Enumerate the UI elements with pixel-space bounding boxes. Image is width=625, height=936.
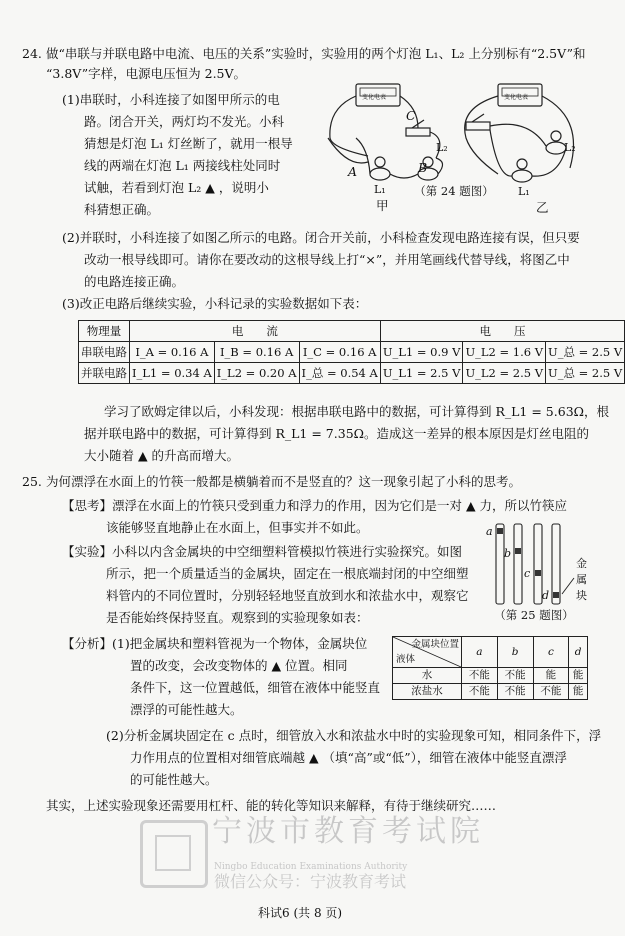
q24-figure (308, 78, 596, 224)
table-cell: 并联电路 (79, 363, 130, 384)
q24-part3: (3)改正电路后继续实验，小科记录的实验数据如下表： (62, 296, 368, 311)
metal-block-label: 金属块 (576, 557, 587, 602)
q25-think-line: 该能够竖直地静止在水面上，但事实并不如此。 (106, 520, 369, 535)
q24-p1-line: 猜想是灯泡 L₁ 灯丝断了，就用一根导 (84, 136, 293, 151)
q25-figure (478, 518, 598, 626)
q24-p1-line: 科猜想正确。 (84, 202, 160, 217)
watermark-text-cn: 宁波市教育考试院 (212, 814, 484, 849)
q25-analysis1-line: 条件下，这一位置越低，细管在液体中能竖直 (130, 680, 381, 695)
q25-analysis2-line: 的可能性越大。 (130, 772, 218, 787)
q24-intro-line-2: “3.8V”字样，电源电压恒为 2.5V。 (46, 66, 247, 81)
table-row (393, 668, 588, 684)
table-cell: U_总 = 2.5 V (546, 363, 625, 384)
q24-p1-line: 试触，若看到灯泡 L₂ ▲ ，说明小 (84, 180, 269, 195)
table-header-cell: 电 流 (130, 321, 381, 342)
table-cell: U_L2 = 2.5 V (463, 363, 546, 384)
label-C: C (406, 108, 416, 123)
bulb-L1-icon (517, 159, 527, 169)
q24-conclusion-line: 大小随着 ▲ 的升高而增大。 (84, 448, 240, 463)
table-cell: U_L2 = 1.6 V (463, 342, 546, 363)
q25-think-line: 【思考】漂浮在水面上的竹筷只受到重力和浮力的作用，因为它们是一对 ▲ 力，所以竹筷应 (62, 498, 568, 513)
subfigure-label-a: 甲 (376, 198, 389, 213)
q25-analysis1-line: 漂浮的可能性越大。 (130, 702, 243, 717)
q25-analysis1-line: 【分析】(1)把金属块和塑料管视为一个物体，金属块位 (62, 636, 368, 651)
q24-caption: （第 24 题图） (414, 184, 494, 198)
label-L2: L₂ (436, 141, 448, 154)
point-d: d (542, 589, 550, 602)
watermark-text-en: Ningbo Education Examinations Authority (214, 862, 408, 872)
table-header-cell: a (462, 637, 498, 668)
table-cell: 不能 (497, 668, 533, 684)
tube-a (496, 524, 504, 604)
corner-top-label: 金属块位置 (411, 639, 459, 650)
q25-intro: 为何漂浮在水面上的竹筷一般都是横躺着而不是竖直的？这一现象引起了小科的思考。 (46, 474, 522, 489)
q24-circuit-diagrams (308, 78, 596, 224)
metal-block-d (553, 592, 559, 598)
table-cell: I_总 = 0.54 A (299, 363, 380, 384)
q24-p2-line: 改动一根导线即可。请你在要改动的这根导线上打“×”，并用笔画线代替导线，将图乙中 (84, 252, 570, 267)
point-b: b (504, 547, 512, 560)
q24-conclusion-line: 学习了欧姆定律以后，小科发现：根据串联电路中的数据，可计算得到 R_L1 = 5.63Ω，根 (104, 404, 610, 419)
table-cell: I_C = 0.16 A (299, 342, 380, 363)
table-header-cell: c (533, 637, 569, 668)
table-header-cell: 电 压 (380, 321, 624, 342)
table-row (79, 342, 625, 363)
table-cell: 能 (533, 668, 569, 684)
q24-p1-line: 路。闭合开关，两灯均不发光。小科 (84, 114, 285, 129)
q25-observation-table (392, 636, 588, 700)
q24-p1-line: (1)串联时，小科连接了如图甲所示的电 (62, 92, 280, 107)
corner-bottom-label: 液体 (396, 654, 416, 665)
table-cell: I_A = 0.16 A (130, 342, 215, 363)
label-L2: L₂ (564, 141, 576, 154)
q25-exp-line: 是否能始终保持竖直。观察到的实验现象如表： (106, 610, 369, 625)
q24-p1-line: 线的两端在灯泡 L₁ 两接线柱处同时 (84, 158, 281, 173)
point-a: a (486, 525, 493, 538)
meter-label: 变化电表 (504, 94, 529, 101)
q25-exp-line: 料管内的不同位置时，分别轻轻地竖直放到水和浓盐水中，观察它 (106, 588, 469, 603)
table-header-row (393, 637, 588, 668)
point-c: c (524, 567, 531, 580)
table-cell: U_总 = 2.5 V (546, 342, 625, 363)
table-cell: 水 (393, 668, 462, 684)
q25-analysis1-line: 置的改变，会改变物体的 ▲ 位置。相同 (130, 658, 348, 673)
table-cell: I_B = 0.16 A (214, 342, 299, 363)
table-cell: U_L1 = 0.9 V (380, 342, 463, 363)
table-cell: I_L1 = 0.34 A (130, 363, 215, 384)
q25-analysis2-line: 力作用点的位置相对细管底端越 ▲ （填“高”或“低”），细管在液体中能竖直漂浮 (130, 750, 567, 765)
q25-exp-line: 所示，把一个质量适当的金属块，固定在一根底端封闭的中空细塑 (106, 566, 469, 581)
table-corner-cell (393, 637, 462, 668)
bulb-L1-icon (375, 157, 385, 167)
bulb-L2-icon (551, 131, 561, 141)
q25-caption: （第 25 题图） (494, 608, 574, 622)
label-L1: L₁ (374, 183, 386, 196)
label-B: B (418, 160, 428, 175)
table-cell: U_L1 = 2.5 V (380, 363, 463, 384)
table-cell: 浓盐水 (393, 684, 462, 700)
q24-p2-line: 的电路连接正确。 (84, 274, 185, 289)
q25-closing: 其实，上述实验现象还需要用杠杆、能的转化等知识来解释，有待于继续研究…… (46, 798, 497, 813)
table-cell: 串联电路 (79, 342, 130, 363)
table-cell: 能 (569, 684, 588, 700)
watermark-text-wechat: 微信公众号：宁波教育考试 (214, 872, 407, 891)
table-header-cell: b (497, 637, 533, 668)
meter-label: 变化电表 (362, 94, 387, 101)
table-header-cell: d (569, 637, 588, 668)
table-cell: 不能 (462, 668, 498, 684)
metal-block-a (497, 528, 503, 534)
label-L1: L₁ (518, 185, 530, 198)
table-row (393, 684, 588, 700)
table-header-row (79, 321, 625, 342)
q24-number: 24. (22, 46, 42, 61)
switch-icon (406, 128, 430, 136)
q24-intro-line-1: 做“串联与并联电路中电流、电压的关系”实验时，实验用的两个灯泡 L₁、L₂ 上分别标有“2.5V”和 (46, 46, 586, 61)
q25-number: 25. (22, 474, 42, 489)
page-footer: 科试6 (共 8 页) (258, 906, 343, 920)
table-cell: 不能 (497, 684, 533, 700)
q25-exp-line: 【实验】小科以内含金属块的中空细塑料管模拟竹筷进行实验探究。如图 (62, 544, 463, 559)
q24-conclusion-line: 据并联电路中的数据，可计算得到 R_L1 = 7.35Ω。造成这一差异的根本原因是灯丝电阻的 (84, 426, 590, 441)
table-cell: 能 (569, 668, 588, 684)
q24-data-table (78, 320, 625, 384)
table-cell: I_L2 = 0.20 A (214, 363, 299, 384)
metal-block-b (515, 548, 521, 554)
watermark-seal-icon (140, 820, 208, 888)
label-A: A (348, 164, 358, 179)
subfigure-label-b: 乙 (536, 200, 549, 215)
table-cell: 不能 (533, 684, 569, 700)
tube-b (514, 524, 522, 604)
q25-analysis2-line: (2)分析金属块固定在 c 点时，细管放入水和浓盐水中时的实验现象可知，相同条件下，浮 (106, 728, 602, 743)
switch-icon (466, 122, 490, 130)
table-header-cell: 物理量 (79, 321, 130, 342)
table-row (79, 363, 625, 384)
metal-block-c (535, 570, 541, 576)
tube-c (534, 524, 542, 604)
table-cell: 不能 (462, 684, 498, 700)
q24-p2-line: (2)并联时，小科连接了如图乙所示的电路。闭合开关前，小科检查发现电路连接有误，但只要 (62, 230, 580, 245)
q25-observation-table-wrap (392, 636, 588, 700)
